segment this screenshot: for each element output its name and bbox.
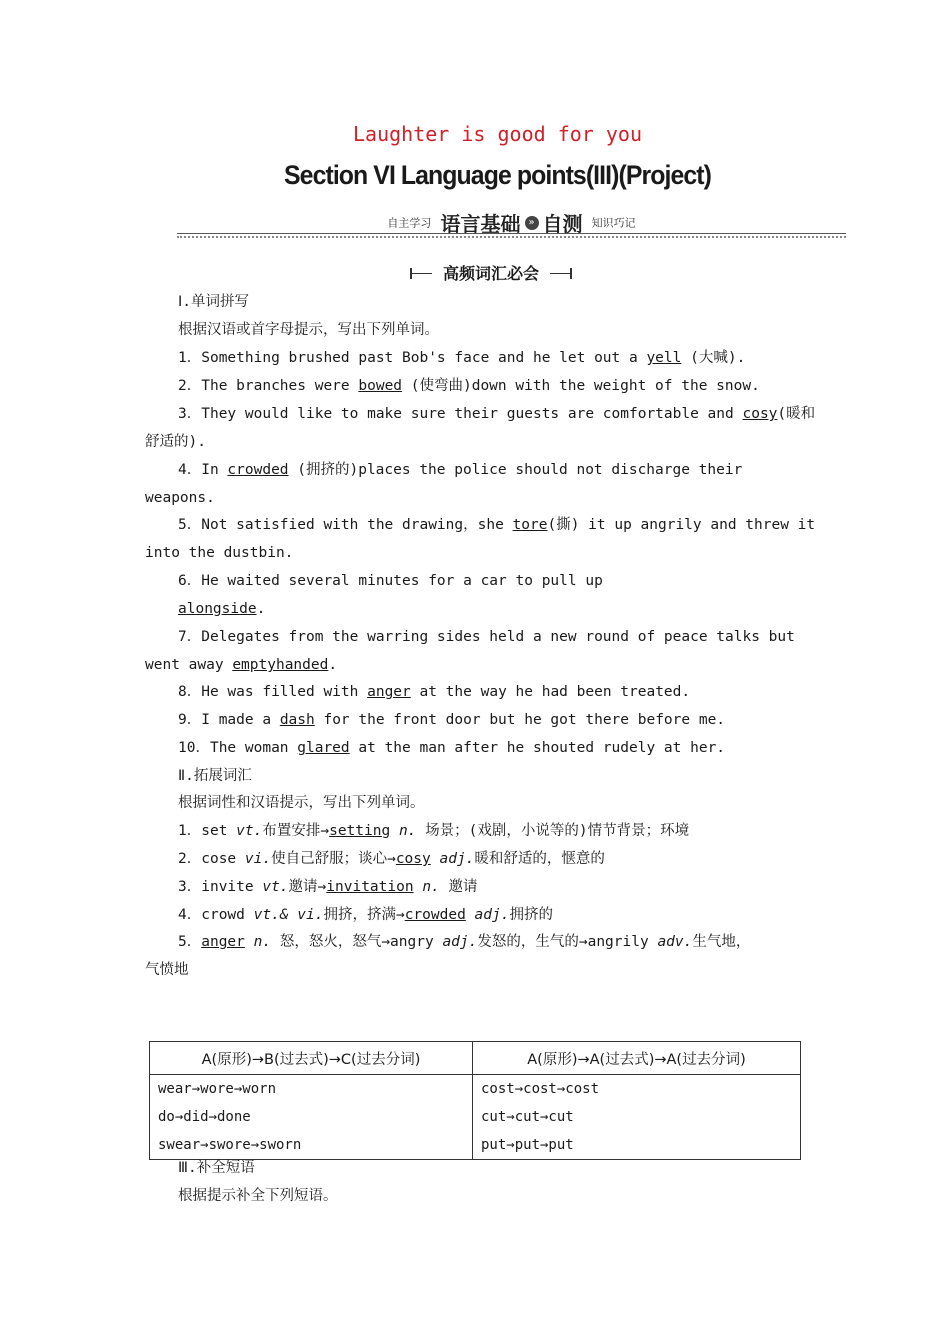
banner-left-label: 自主学习 [387,216,432,230]
table-row: put→put→put [481,1137,574,1153]
list-item: 2．The branches were bowed (使弯曲)down with the weight of the snow. [178,378,760,394]
list-item: 3．They would like to make sure their guests are comfortable and cosy(暖和 [178,406,816,422]
list-item: 1．set vt.布置安排→setting n. 场景；(戏剧，小说等的)情节背景；环境 [178,823,690,839]
table-cell-right [473,1075,801,1160]
table-header-left: A(原形)→B(过去式)→C(过去分词) [150,1042,473,1075]
banner-rule [177,233,846,234]
list-item-continued: weapons. [145,490,215,506]
table-row: do→did→done [158,1109,251,1125]
banner-right-label: 知识巧记 [591,216,636,230]
list-item: 10．The woman glared at the man after he shouted rudely at her. [178,740,726,756]
page-title: Laughter is good for you [353,122,642,146]
part1-instruction: 根据汉语或首字母提示，写出下列单词。 [178,322,439,338]
table-row: cost→cost→cost [481,1081,600,1097]
banner-test-label: 自测 [542,212,583,236]
list-item: 1．Something brushed past Bob's face and he let out a yell (大喊). [178,350,746,366]
table-row: wear→wore→worn [158,1081,277,1097]
verb-forms-table [149,1041,801,1160]
list-item: 2．cose vi.使自己舒服；谈心→cosy adj.暖和舒适的，惬意的 [178,851,605,867]
section-banner [177,206,846,240]
list-item: 4．crowd vt.& vi.拥挤，挤满→crowded adj.拥挤的 [178,907,553,923]
part1-heading: Ⅰ.单词拼写 [178,294,250,310]
section-subtitle: Section VI Language points(III)(Project) [284,160,711,190]
list-item: 5．anger n. 怒，怒火，怒气→angry adj.发怒的，生气的→angrily adv.生气地， [178,934,751,950]
part2-heading: Ⅱ.拓展词汇 [178,768,252,784]
list-item-continued: into the dustbin. [145,545,294,561]
list-item: 9．I made a dash for the front door but he got there before me. [178,712,726,728]
vocab-heading: 高频词汇必会 [410,261,572,283]
banner-dotted-rule [177,236,846,238]
banner-main-label: 语言基础 [440,212,521,236]
list-item-continued: alongside. [178,601,266,617]
part3-instruction: 根据提示补全下列短语。 [178,1188,338,1204]
list-item: 3．invite vt.邀请→invitation n. 邀请 [178,879,478,895]
part2-instruction: 根据词性和汉语提示，写出下列单词。 [178,795,425,811]
list-item: 8．He was filled with anger at the way he had been treated. [178,684,691,700]
list-item-continued: 舒适的). [145,434,206,450]
list-item-continued: 气愤地 [145,962,189,978]
list-item: 7．Delegates from the warring sides held a new round of peace talks but [178,629,795,645]
table-header-right: A(原形)→A(过去式)→A(过去分词) [473,1042,801,1075]
table-cell-left [150,1075,473,1160]
list-item: 4．In crowded (拥挤的)places the police should not discharge their [178,462,743,478]
table-row: swear→swore→sworn [158,1137,302,1153]
list-item: 6．He waited several minutes for a car to pull up [178,573,603,589]
double-arrow-icon: » [525,216,539,230]
list-item: 5．Not satisfied with the drawing，she tore(撕) it up angrily and threw it [178,517,816,533]
table-row: cut→cut→cut [481,1109,574,1125]
part3-heading: Ⅲ.补全短语 [178,1160,255,1176]
list-item-continued: went away emptyhanded. [145,657,338,673]
